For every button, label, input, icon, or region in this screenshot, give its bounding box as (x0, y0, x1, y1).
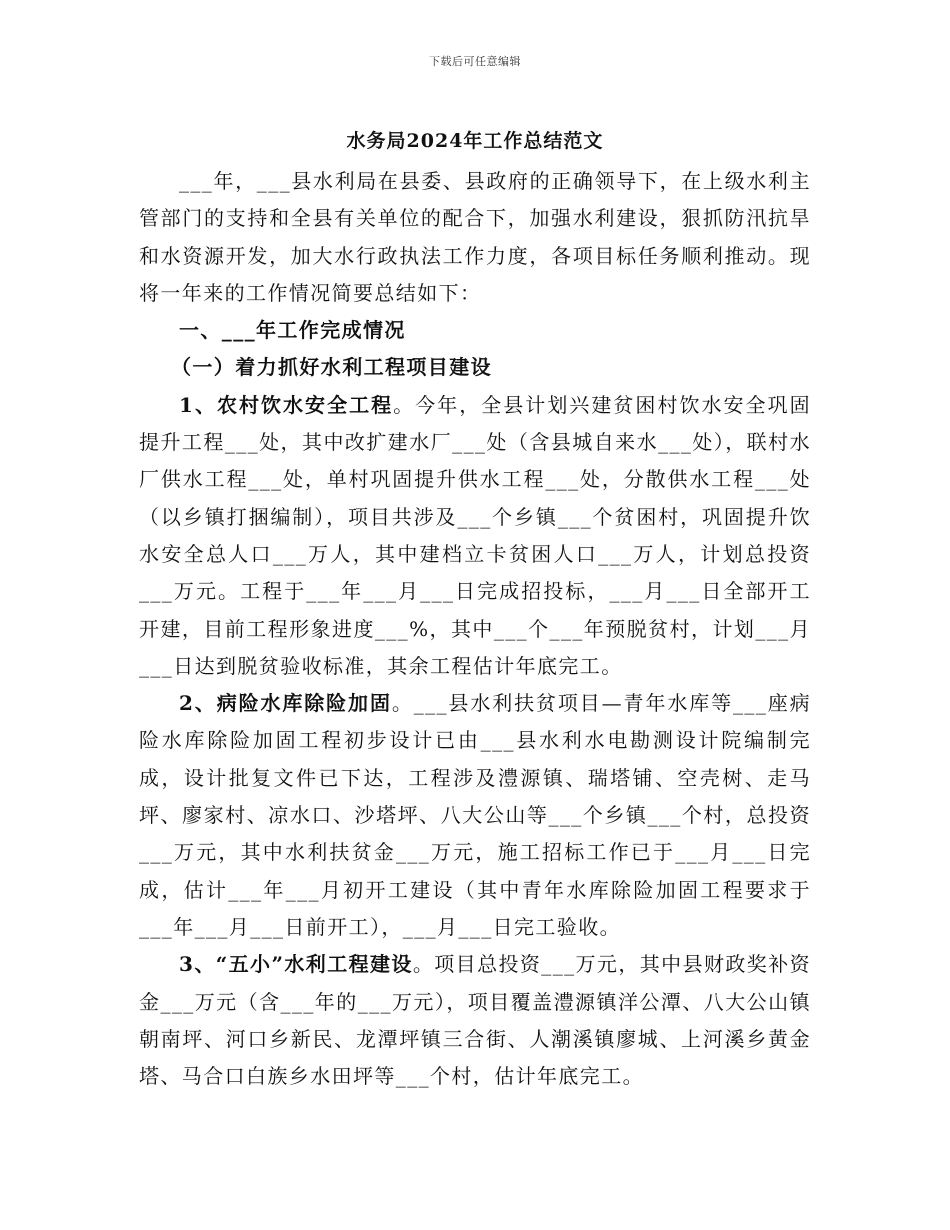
item2-paragraph (139, 685, 811, 946)
item1-paragraph (139, 387, 811, 685)
item2-lead: 2、病险水库除险加固 (179, 691, 392, 716)
item3-lead: 3、“五小”水利工程建设 (179, 952, 413, 977)
item1-lead: 1、农村饮水安全工程 (179, 392, 394, 417)
intro-paragraph: ___年，___县水利局在县委、县政府的正确领导下，在上级水利主管部门的支持和全县有关单位的配合下，加强水利建设，狠抓防汛抗旱和水资源开发，加大水行政执法工作力度，各项目标任务顺利推动。现将一年来的工作情况简要总结如下： (139, 169, 811, 305)
page-header-note: 下载后可任意编辑 (429, 55, 521, 68)
item3-paragraph (139, 946, 811, 1095)
item1-text: 。今年，全县计划兴建贫困村饮水安全巩固提升工程___处，其中改扩建水厂___处（含县城自来水___处），联村水厂供水工程___处，单村巩固提升供水工程___处，分散供水工程___处（以乡镇打捆编制），项目共涉及___个乡镇___个贫困村，巩固提升饮水安全总人口___万人，其中建档立卡贫困人口___万人，计划总投资___万元。工程于___年___月___日完成招投标，___月___日全部开工开建，目前工程形象进度___%，其中___个___年预脱贫村，计划___月___日达到脱贫验收标准，其余工程估计年底完工。 (139, 392, 811, 678)
document-body (139, 163, 811, 1095)
subsection-heading: （一）着力抓好水利工程项目建设 (171, 355, 492, 380)
item2-text: 。___县水利扶贫项目—青年水库等___座病险水库除险加固工程初步设计已由___县水利水电勘测设计院编制完成，设计批复文件已下达，工程涉及澧源镇、瑞塔铺、空壳树、走马坪、廖家村、凉水口、沙塔坪、八大公山等___个乡镇___个村，总投资___万元，其中水利扶贫金___万元，施工招标工作已于___月___日完成，估计___年___月初开工建设（其中青年水库除险加固工程要求于___年___月___日前开工），___月___日完工验收。 (139, 691, 811, 939)
item3-text: 。项目总投资___万元，其中县财政奖补资金___万元（含___年的___万元），项目覆盖澧源镇洋公潭、八大公山镇朝南坪、河口乡新民、龙潭坪镇三合街、人潮溪镇廖城、上河溪乡黄金塔、马合口白族乡水田坪等___个村，估计年底完工。 (139, 952, 811, 1089)
document-title: 水务局2024年工作总结范文 (346, 130, 604, 152)
section-heading: 一、___年工作完成情况 (179, 318, 406, 343)
